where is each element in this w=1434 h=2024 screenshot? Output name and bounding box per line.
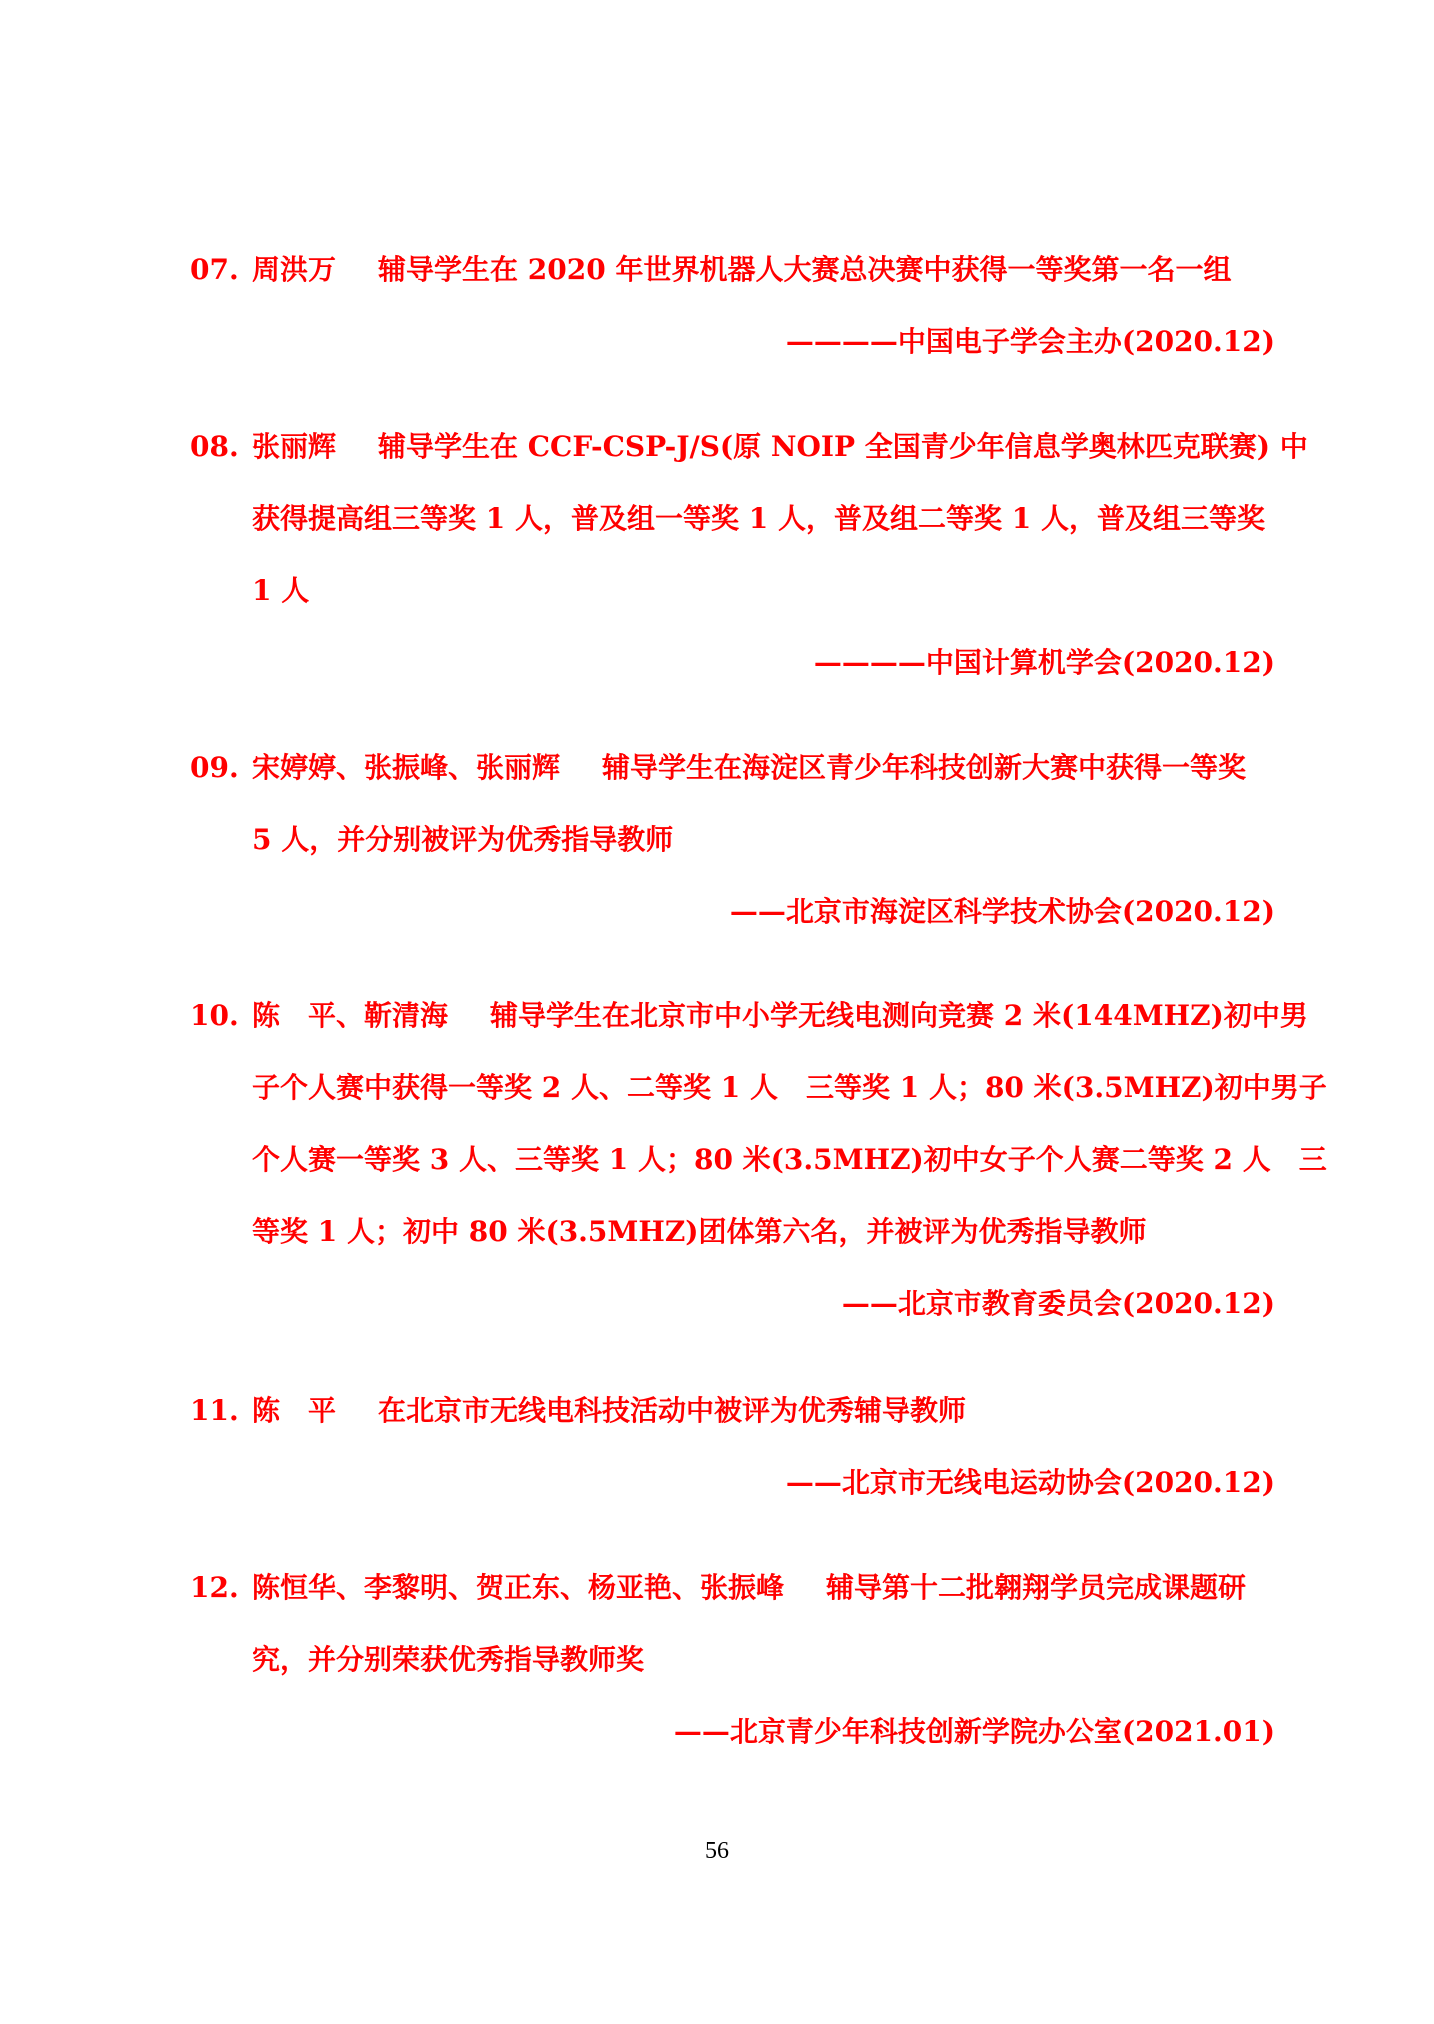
teacher-names: 宋婷婷、张振峰、张丽辉 (252, 751, 561, 784)
page-number: 56 (705, 1838, 729, 1864)
teacher-names: 陈 平、靳清海 (252, 999, 449, 1032)
entry-source: ——北京青少年科技创新学院办公室(2021.01) (673, 1715, 1275, 1748)
entry-text: 在北京市无线电科技活动中被评为优秀辅导教师 (378, 1394, 967, 1427)
entry-source: ————中国计算机学会(2020.12) (813, 646, 1275, 679)
entry-number: 09. (190, 751, 239, 784)
entry-first-line (190, 1552, 1275, 1624)
teacher-names: 周洪万 (252, 253, 337, 286)
entry-number: 10. (190, 999, 239, 1032)
entry-number: 12. (190, 1571, 239, 1604)
entry-text-line: 5 人，并分别被评为优秀指导教师 (252, 823, 674, 856)
teacher-names: 陈 平 (252, 1394, 337, 1427)
award-entry-11 (190, 1375, 1275, 1519)
entry-text: 辅导学生在海淀区青少年科技创新大赛中获得一等奖 (602, 751, 1247, 784)
entry-first-line (190, 234, 1275, 306)
award-entry-12 (190, 1552, 1275, 1768)
entry-text-line: 等奖 1 人；初中 80 米(3.5MHZ)团体第六名，并被评为优秀指导教师 (252, 1215, 1147, 1248)
entry-source: ——北京市海淀区科学技术协会(2020.12) (729, 895, 1275, 928)
entry-number: 08. (190, 430, 239, 463)
entry-text-line: 子个人赛中获得一等奖 2 人、二等奖 1 人 三等奖 1 人；80 米(3.5MHZ)初中男子 (252, 1071, 1327, 1104)
entry-number: 11. (190, 1394, 239, 1427)
entry-text: 辅导学生在北京市中小学无线电测向竞赛 2 米(144MHZ)初中男 (490, 999, 1308, 1032)
teacher-names: 张丽辉 (252, 430, 337, 463)
award-entry-07 (190, 234, 1275, 378)
entry-first-line (190, 1375, 1275, 1447)
award-entry-10 (190, 980, 1327, 1340)
entry-text: 辅导第十二批翱翔学员完成课题研 (826, 1571, 1247, 1604)
entry-text: 辅导学生在 CCF-CSP-J/S(原 NOIP 全国青少年信息学奥林匹克联赛) 中 (378, 430, 1308, 463)
entry-text-line: 个人赛一等奖 3 人、三等奖 1 人；80 米(3.5MHZ)初中女子个人赛二等奖 2 人 三 (252, 1143, 1327, 1176)
entry-text-line: 1 人 (252, 574, 310, 607)
entry-first-line (190, 980, 1308, 1052)
entry-text-line: 获得提高组三等奖 1 人，普及组一等奖 1 人，普及组二等奖 1 人，普及组三等奖 (252, 502, 1265, 535)
entry-text-line: 究，并分别荣获优秀指导教师奖 (252, 1643, 645, 1676)
teacher-names: 陈恒华、李黎明、贺正东、杨亚艳、张振峰 (252, 1571, 785, 1604)
award-entry-09 (190, 732, 1275, 948)
entry-text: 辅导学生在 2020 年世界机器人大赛总决赛中获得一等奖第一名一组 (378, 253, 1232, 286)
entry-source: ——北京市无线电运动协会(2020.12) (785, 1466, 1275, 1499)
entry-first-line (190, 411, 1308, 483)
entry-source: ————中国电子学会主办(2020.12) (785, 325, 1275, 358)
entry-source: ——北京市教育委员会(2020.12) (841, 1287, 1275, 1320)
entry-first-line (190, 732, 1275, 804)
entry-number: 07. (190, 253, 239, 286)
award-entry-08 (190, 411, 1308, 699)
